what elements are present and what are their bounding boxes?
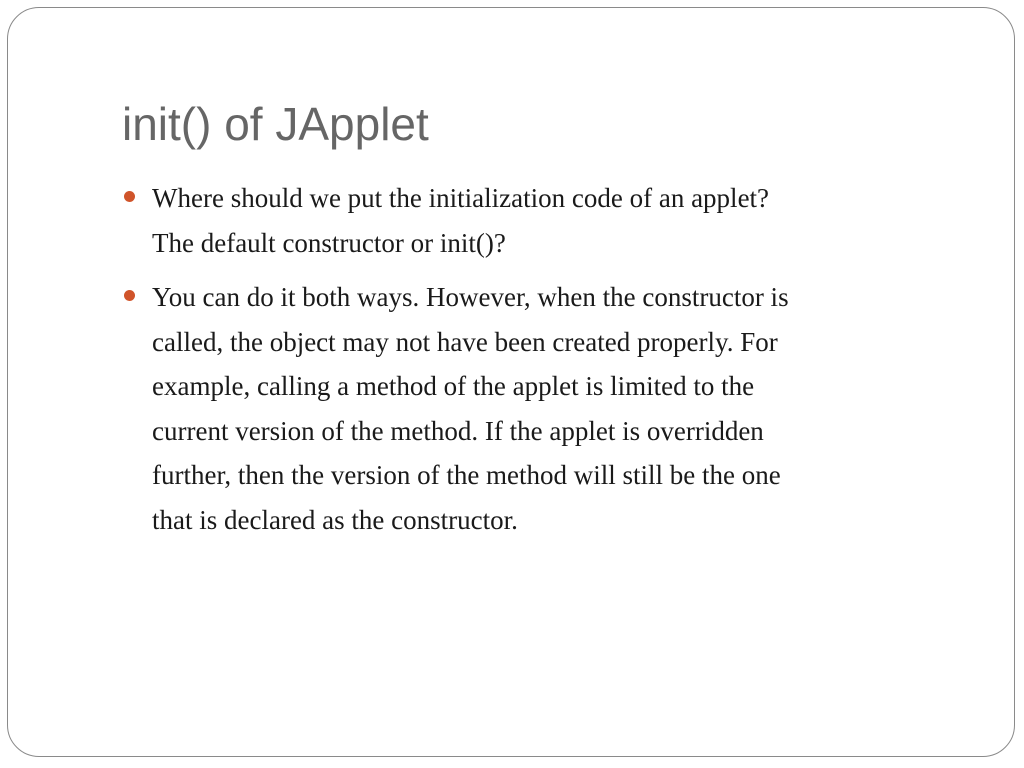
bullet-dot-icon bbox=[124, 290, 135, 301]
bullet-dot-icon bbox=[124, 191, 135, 202]
slide-frame bbox=[7, 7, 1015, 757]
bullet-list bbox=[124, 176, 954, 552]
bullet-item bbox=[124, 275, 954, 542]
bullet-text: You can do it both ways. However, when the constructor is called, the object may not have been created properly. For example, calling a method of the applet is limited to the current version of the method. If the applet is overridden further, then the version of the method will still be the one that is declared as the constructor. bbox=[152, 282, 789, 535]
bullet-text: Where should we put the initialization code of an applet? The default constructor or init()? bbox=[152, 183, 770, 258]
bullet-item bbox=[124, 176, 954, 265]
slide-title: init() of JApplet bbox=[122, 98, 429, 150]
